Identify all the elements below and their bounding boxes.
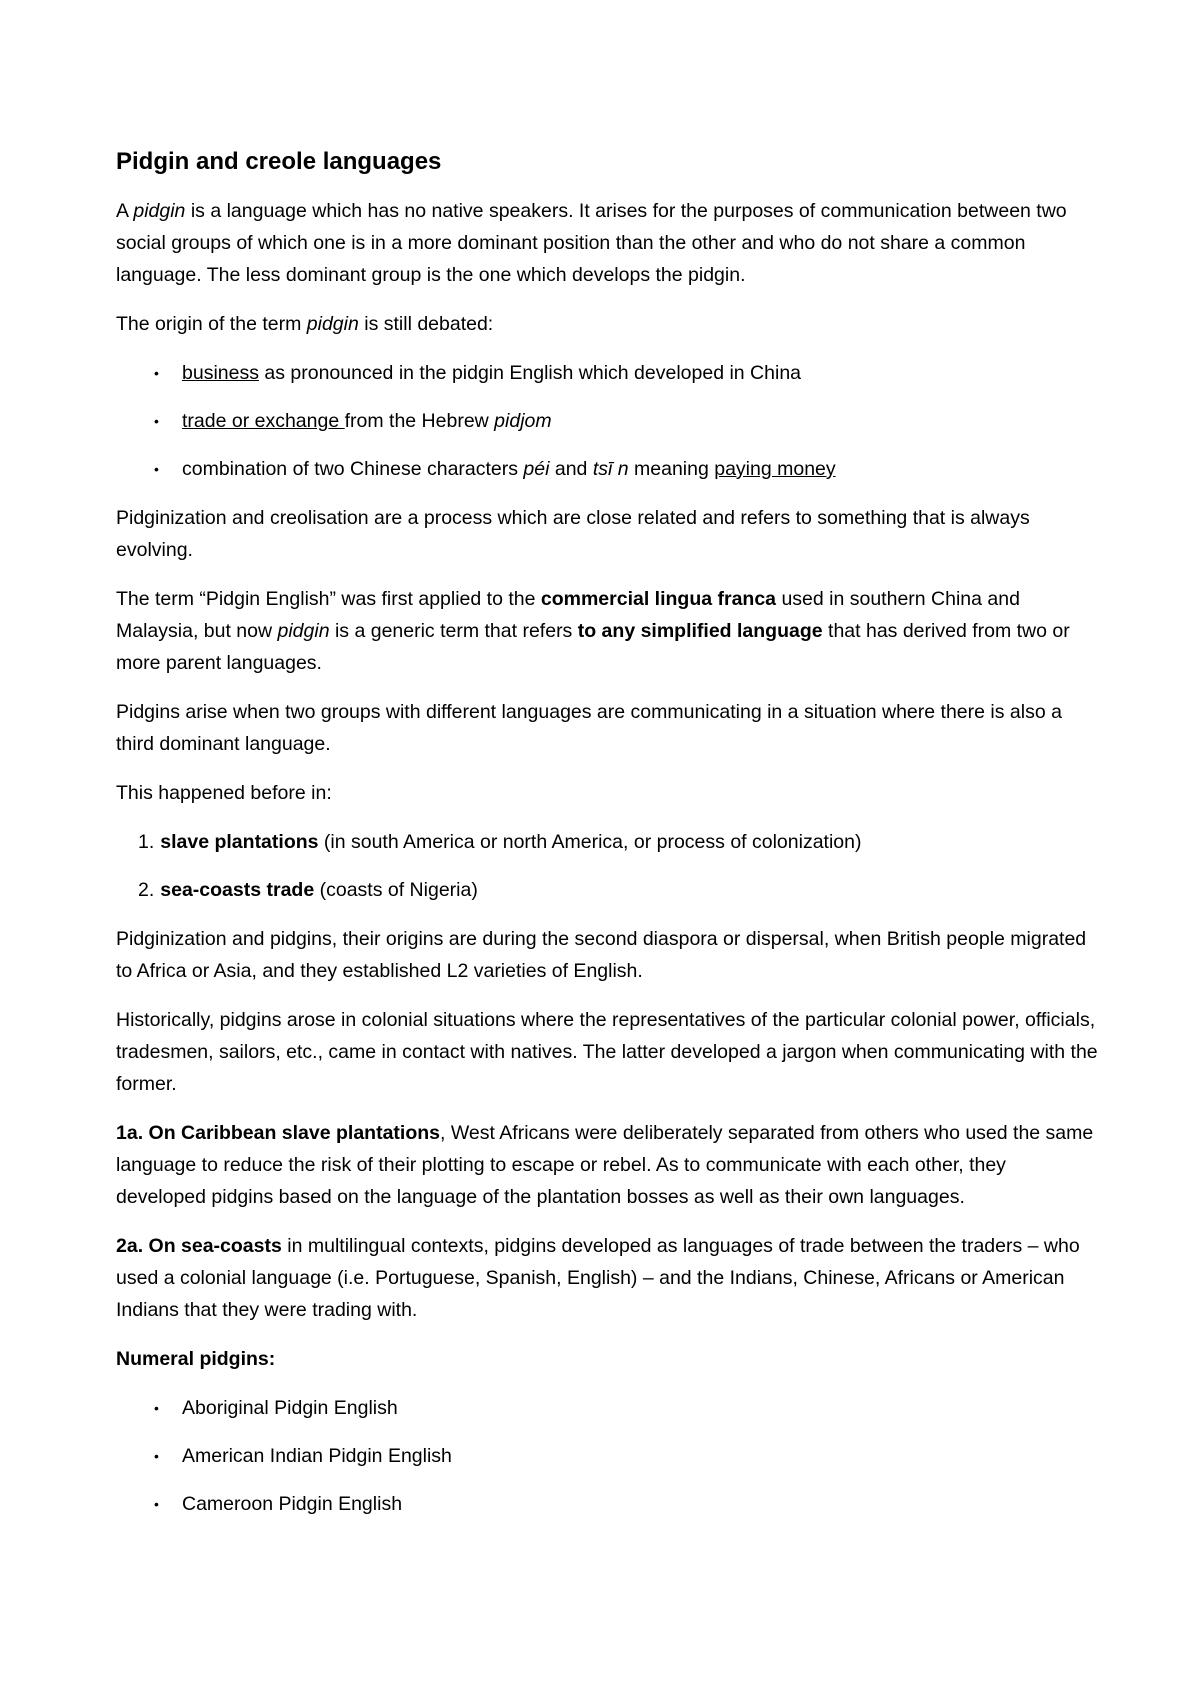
text-run: meaning (628, 458, 715, 480)
underlined-term: paying money (714, 458, 836, 480)
bullet-icon: • (154, 1448, 159, 1464)
paragraph-pidgin-english (116, 583, 1100, 679)
text-run: from the Hebrew (344, 410, 495, 432)
bold-term: 2a. On sea-coasts (116, 1235, 282, 1257)
list-item (116, 1440, 1100, 1472)
text-run: used in southern China and Malaysia, but now (116, 588, 1020, 642)
bold-term: slave plantations (160, 831, 319, 853)
text-run: as pronounced in the pidgin English which developed in China (258, 362, 802, 384)
list-item-text (160, 874, 478, 906)
paragraph-term-origin (116, 308, 1100, 340)
list-number: 2. (138, 879, 155, 901)
list-item-text (182, 405, 552, 437)
paragraph-pidgins-arise: Pidgins arise when two groups with different languages are communicating in a situation where there is also a third dominant language. (116, 701, 1062, 755)
text-run: that has derived from two or more parent languages. (116, 620, 1070, 674)
bullet-icon: • (154, 365, 159, 381)
bullet-icon: • (154, 1400, 159, 1416)
list-item (116, 405, 1100, 437)
italic-term: pidgin (306, 313, 359, 335)
paragraph-origins-diaspora: Pidginization and pidgins, their origins are during the second diaspora or dispersal, when British people migrated to Africa or Asia, and they established L2 varieties of English. (116, 928, 1087, 982)
text-run: is a generic term that refers (329, 620, 578, 642)
paragraph-sea-coasts (116, 1230, 1100, 1326)
bold-term: sea-coasts trade (160, 879, 315, 901)
paragraph-caribbean (116, 1117, 1100, 1213)
paragraph-pidginization: Pidginization and creolisation are a process which are close related and refers to something that is always evolving. (116, 507, 1030, 561)
list-item-text: Aboriginal Pidgin English (182, 1397, 398, 1419)
list-item (116, 826, 1100, 858)
bold-term: commercial lingua franca (540, 588, 777, 610)
list-item-text: Cameroon Pidgin English (182, 1493, 403, 1515)
italic-term: pidgin (277, 620, 330, 642)
text-run: in multilingual contexts, pidgins developed as languages of trade between the traders – who used a colonial language (i.e. Portuguese, Spanish, English) – and the Indians, Chinese, Africans or American Indians that they were trading with. (116, 1235, 1080, 1321)
page-title: Pidgin and creole languages (116, 148, 442, 175)
bullet-icon: • (154, 1496, 159, 1512)
numeral-pidgins-list (116, 1392, 1100, 1520)
paragraph-historically: Historically, pidgins arose in colonial situations where the representatives of the particular colonial power, officials, tradesmen, sailors, etc., came in contact with natives. The latter developed a jargon when communicating with the former. (116, 1009, 1098, 1095)
list-item-text: American Indian Pidgin English (182, 1445, 452, 1467)
underlined-term: trade or exchange (182, 410, 345, 432)
underlined-term: business (182, 362, 259, 384)
text-run: A (116, 200, 134, 222)
list-item (116, 1392, 1100, 1424)
italic-term: péi (523, 458, 550, 480)
origin-list (116, 357, 1100, 485)
italic-term: pidgin (133, 200, 186, 222)
list-item-text (160, 826, 861, 858)
text-run: is still debated: (358, 313, 494, 335)
paragraph-pidgin-definition (116, 195, 1100, 291)
text-run: combination of two Chinese characters (182, 458, 524, 480)
text-run: The origin of the term (116, 313, 307, 335)
list-item (116, 453, 1100, 485)
numeral-pidgins-heading: Numeral pidgins: (116, 1348, 276, 1370)
list-item (116, 1488, 1100, 1520)
text-run: and (549, 458, 593, 480)
text-run: (in south America or north America, or process of colonization) (318, 831, 862, 853)
text-run: (coasts of Nigeria) (314, 879, 478, 901)
list-item-text (182, 453, 836, 485)
list-number: 1. (138, 831, 155, 853)
bullet-icon: • (154, 413, 159, 429)
text-run: , West Africans were deliberately separated from others who used the same language to reduce the risk of their plotting to escape or rebel. As to communicate with each other, they developed pidgins based on the language of the plantation bosses as well as their own languages. (116, 1122, 1094, 1208)
bullet-icon: • (154, 461, 159, 477)
list-item (116, 874, 1100, 906)
list-item (116, 357, 1100, 389)
italic-term: pidjom (494, 410, 552, 432)
bold-term: 1a. On Caribbean slave plantations (116, 1122, 441, 1144)
italic-term: tsī n (592, 458, 629, 480)
text-run: is a language which has no native speakers. It arises for the purposes of communication between two social groups of which one is in a more dominant position than the other and who do not share a common language. The less dominant group is the one which develops the pidgin. (116, 200, 1067, 286)
happened-list (116, 826, 1100, 906)
text-run: The term “Pidgin English” was first applied to the (116, 588, 541, 610)
list-item-text (182, 357, 801, 389)
bold-term: to any simplified language (577, 620, 823, 642)
paragraph-happened-before: This happened before in: (116, 782, 332, 804)
